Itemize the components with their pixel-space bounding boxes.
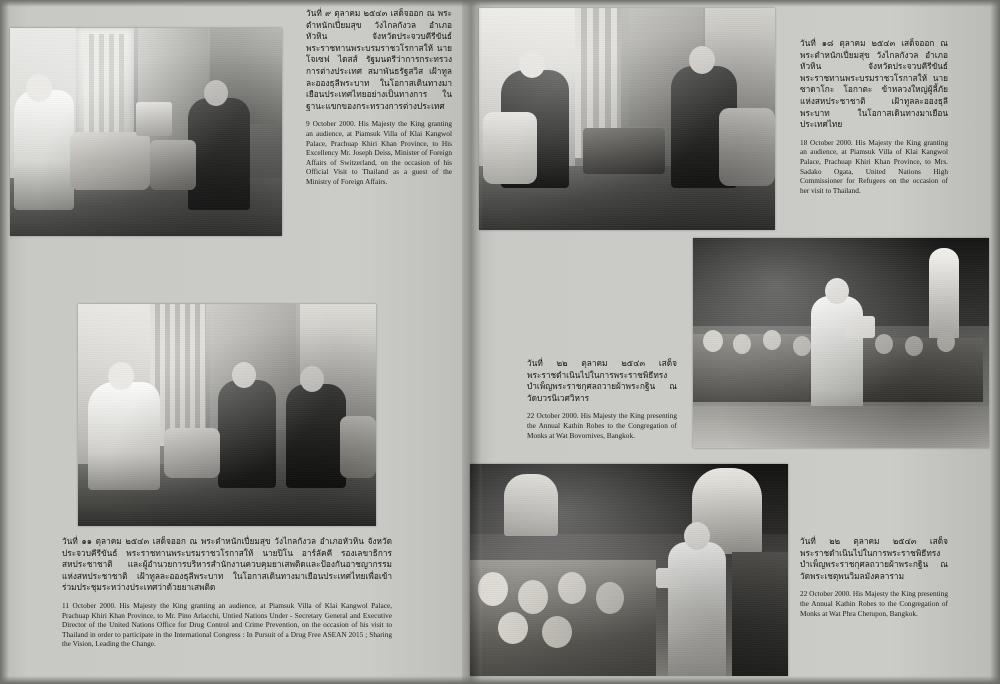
caption-english: 11 October 2000. His Majesty the King granting an audience, at Piamsuk Villa of Klai Kangwol Palace, Prachuap Khiri Khan Province, to Mr. Pino Arlacchi, Untied Nations Under - Secretary General and Executive Director of the United Nations Office for Drug Control and Crime Prevention, on the occasion of his visit to Thailand in order to participate in the International Congress : In Pursuit of a Drug Free ASEAN 2015 ; Sharing the Vision, Leading the Change. [62, 600, 392, 649]
caption-english: 18 October 2000. His Majesty the King granting an audience, at Piamsuk Villa of Klai Kangwol Palace, Prachuap Khiri Khan Province, to Mrs. Sadako Ogata, United Nations High Commissioner for Refugees on the occasion of her visit to Thailand. [800, 137, 948, 195]
caption-18-october [800, 38, 948, 195]
photo-audience-pino-arlacchi [78, 304, 376, 526]
caption-22-october-bovornives [527, 358, 677, 440]
caption-thai: วันที่ ๑๑ ตุลาคม ๒๕๔๓ เสด็จออก ณ พระตำหนักเปี่ยมสุข วังไกลกังวล อำเภอหัวหิน จังหวัดประจวบคีรีขันธ์ พระราชทานพระบรมราชวโรกาสให้ นายปิโน อาร์ลัคคี รองเลขาธิการสหประชาชาติ และผู้อำนวยการบริหารสำนักงานควบคุมยาเสพติดและป้องกันอาชญากรรมแห่งสหประชาชาติ เฝ้าทูลละอองธุลีพระบาท ในโอกาสเดินทางมาเยือนประเทศไทยเพื่อเข้าร่วมประชุมระหว่างประเทศว่าด้วยยาเสพติด [62, 536, 392, 593]
photo-audience-joseph-deiss [10, 28, 282, 236]
caption-thai: วันที่ ๒๒ ตุลาคม ๒๕๔๓ เสด็จพระราชดำเนินไปในการพระราชพิธีทรงบำเพ็ญพระราชกุศลถวายผ้าพระกฐิน ณ วัดบวรนิเวศวิหาร [527, 358, 677, 403]
caption-11-october [62, 536, 392, 649]
caption-thai: วันที่ ๒๒ ตุลาคม ๒๕๔๓ เสด็จพระราชดำเนินไปในการพระราชพิธีทรงบำเพ็ญพระราชกุศลถวายผ้าพระกฐิน ณ วัดพระเชตุพนวิมลมังคลาราม [800, 536, 948, 581]
caption-english: 22 October 2000. His Majesty the King presenting the Annual Kathin Robes to the Congregation of Monks at Wat Phra Chetupon, Bangkok. [800, 589, 948, 618]
photo-audience-sadako-ogata [479, 8, 775, 230]
caption-thai: วันที่ ๑๘ ตุลาคม ๒๕๔๓ เสด็จออก ณ พระตำหนักเปี่ยมสุข วังไกลกังวล อำเภอหัวหิน จังหวัดประจวบคีรีขันธ์ พระราชทานพระบรมราชวโรกาสให้ นายซาดาโกะ โอกาตะ ข้าหลวงใหญ่ผู้ลี้ภัยแห่งสหประชาชาติ เฝ้าทูลละอองธุลีพระบาท ในโอกาสเดินทางมาเยือนประเทศไทย [800, 38, 948, 130]
photo-kathin-wat-phra-chetupon [470, 464, 788, 676]
caption-english: 9 October 2000. His Majesty the King granting an audience, at Piamsuk Villa of Klai Kangwol Palace, Prachuap Khiri Khan Province, to His Excellency Mr. Joseph Deiss, Minister of Foreign Affairs of Switzerland, on the occasion of his Official Visit to Thailand as a guest of the Ministry of Foreign Affairs. [306, 119, 452, 186]
photo-kathin-wat-bovornives [693, 238, 989, 448]
caption-9-october [306, 8, 452, 187]
caption-english: 22 October 2000. His Majesty the King presenting the Annual Kathin Robes to the Congregation of Monks at Wat Bovornives, Bangkok. [527, 411, 677, 440]
caption-22-october-chetupon [800, 536, 948, 618]
caption-thai: วันที่ ๙ ตุลาคม ๒๕๔๓ เสด็จออก ณ พระตำหนักเปี่ยมสุข วังไกลกังวล อำเภอหัวหิน จังหวัดประจวบคีรีขันธ์ พระราชทานพระบรมราชวโรกาสให้ นายโจเซฟ ไดสส์ รัฐมนตรีว่าการกระทรวงการต่างประเทศ สมาพันธรัฐสวิส เฝ้าทูลละอองธุลีพระบาท ในโอกาสเดินทางมาเยือนประเทศไทยอย่างเป็นทางการ ในฐานะแขกของกระทรวงการต่างประเทศ [306, 8, 452, 111]
